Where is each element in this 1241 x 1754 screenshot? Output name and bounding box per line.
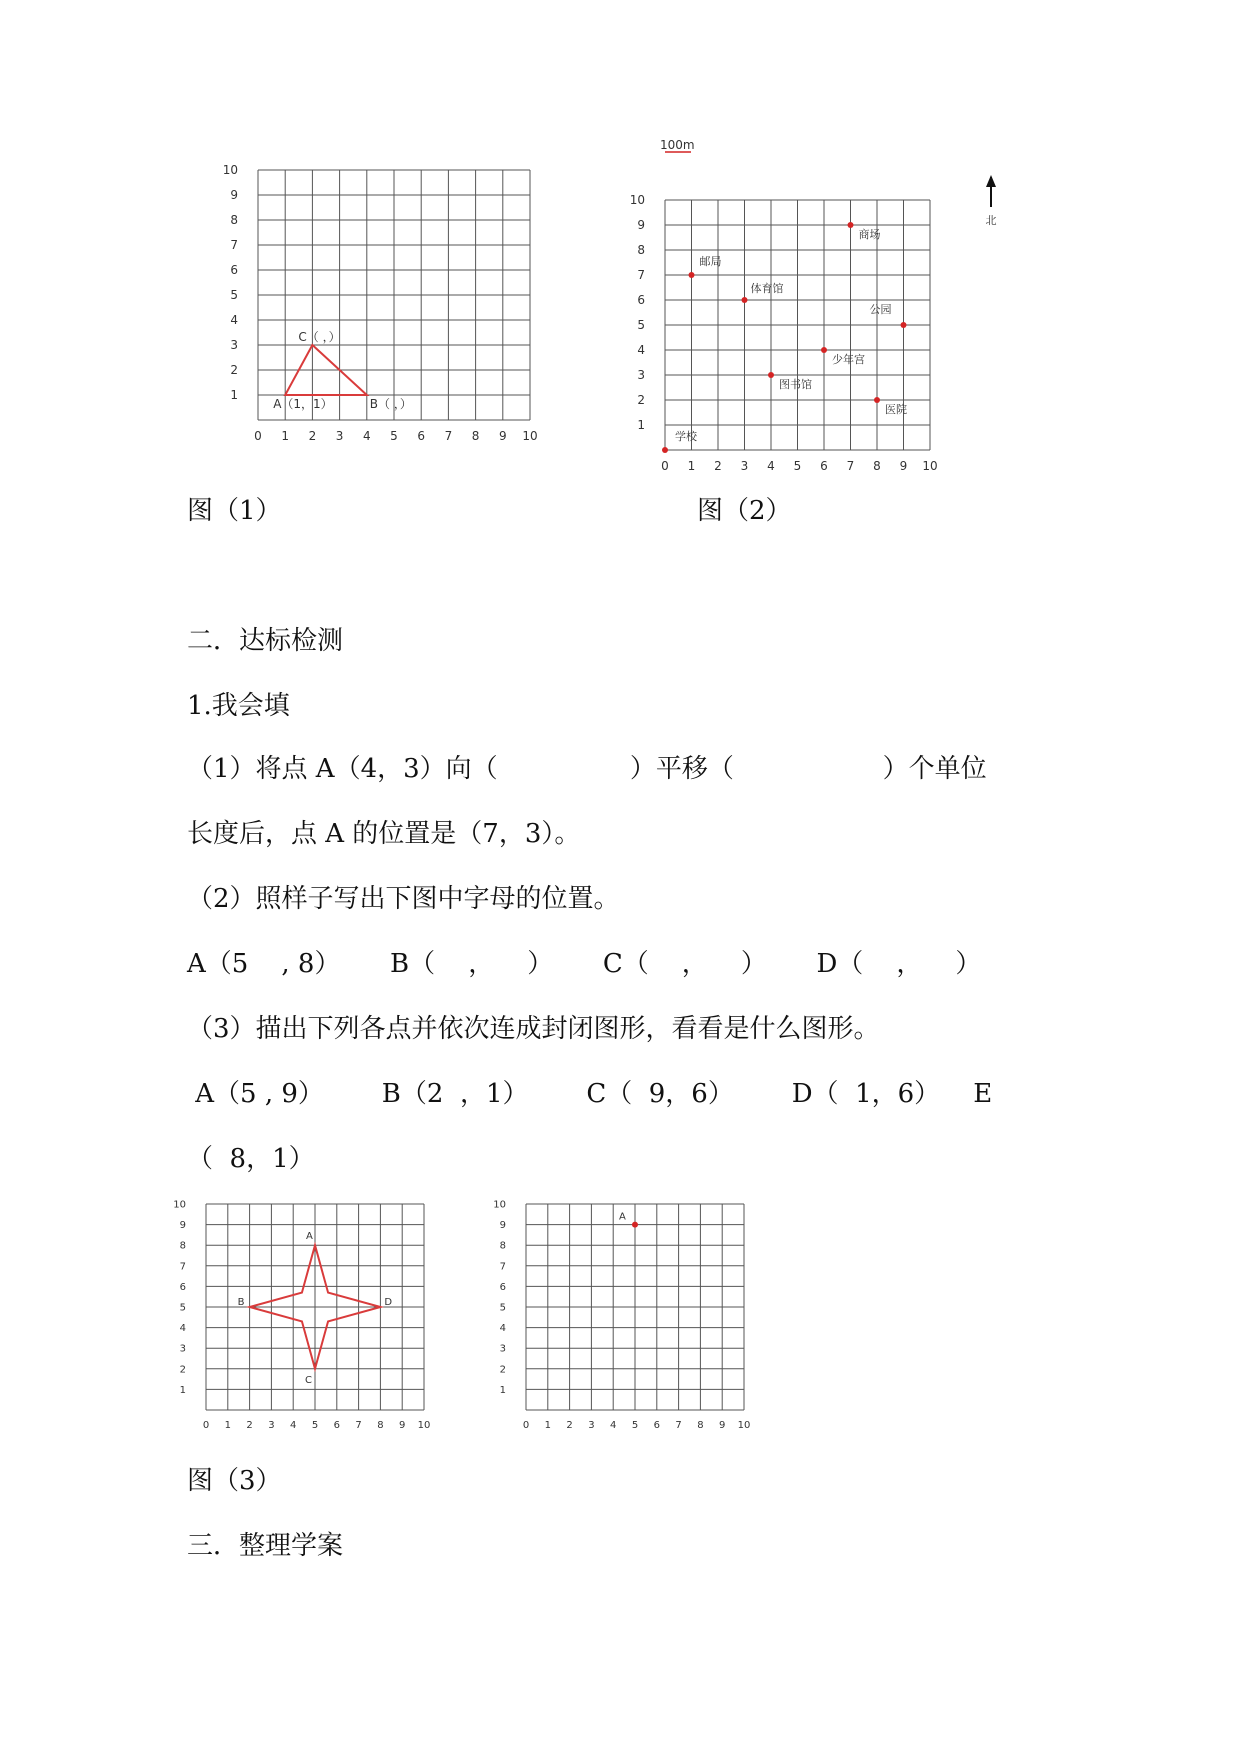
question-1-2-answers: A（5 , 8） B（ ， ） C（ ， ） D（ ， ） [187, 949, 982, 979]
fig3-y-tick-label: 1 [179, 1384, 186, 1396]
section-2-heading: 二．达标检测 [187, 626, 344, 656]
fig2-x-tick-label: 1 [687, 459, 696, 473]
question-1-3-points: A（5 , 9） B（2 ，1） C（ 9，6） D（ 1，6） E [187, 1079, 993, 1109]
fig4-y-tick-label: 9 [499, 1220, 506, 1232]
fig3-y-tick-label: 10 [173, 1199, 186, 1211]
fig3-x-tick-label: 1 [224, 1420, 231, 1431]
question-1-3-points-continued: （ 8，1） [187, 1144, 315, 1174]
figure-3-star-grid [173, 1185, 475, 1450]
north-label: 北 [985, 214, 997, 227]
fig1-y-tick-label: 1 [230, 388, 238, 403]
fig3-x-tick-label: 8 [377, 1420, 384, 1431]
fig1-x-tick-label: 10 [522, 429, 538, 443]
figure-2-map-grid [629, 138, 1030, 475]
fig1-x-tick-label: 4 [362, 429, 371, 443]
fig3-y-tick-label: 9 [179, 1220, 186, 1232]
figure-4-empty-grid [493, 1185, 795, 1450]
fig4-y-tick-label: 7 [499, 1261, 506, 1273]
fig4-x-tick-label: 5 [631, 1420, 639, 1431]
fig1-x-tick-label: 7 [444, 429, 453, 443]
place-label: 商场 [858, 228, 881, 241]
place-point [821, 347, 827, 353]
fig3-x-tick-label: 7 [355, 1420, 362, 1431]
place-label: 体育馆 [750, 282, 784, 295]
fig2-x-tick-label: 7 [846, 459, 855, 473]
fig3-x-tick-label: 0 [202, 1420, 210, 1431]
fig1-y-tick-label: 9 [230, 188, 238, 203]
fig2-y-tick-label: 7 [637, 268, 645, 283]
fig3-y-tick-label: 2 [179, 1364, 186, 1376]
triangle-label-a: A（1，1） [273, 397, 333, 411]
place-point [662, 447, 668, 453]
fig4-x-tick-label: 2 [566, 1420, 573, 1431]
question-1-2-text: （2）照样子写出下图中字母的位置。 [187, 884, 620, 914]
point-a-label: A [619, 1211, 626, 1223]
fig1-y-tick-label: 5 [230, 288, 238, 303]
fig2-x-tick-label: 4 [767, 459, 775, 473]
fig3-y-tick-label: 6 [179, 1281, 186, 1293]
fig2-y-tick-label: 5 [637, 318, 645, 333]
place-label: 少年宫 [832, 353, 865, 366]
fig4-y-tick-label: 8 [499, 1240, 506, 1252]
star-vertex-label: A [306, 1231, 313, 1243]
fig4-y-tick-label: 10 [493, 1199, 506, 1211]
section-3-heading: 三．整理学案 [187, 1531, 344, 1561]
fig4-x-tick-label: 6 [653, 1420, 660, 1431]
fig3-y-tick-label: 7 [179, 1261, 186, 1273]
place-point [689, 272, 695, 278]
fig1-x-tick-label: 9 [498, 429, 507, 443]
fig3-x-tick-label: 5 [311, 1420, 319, 1431]
fig4-x-tick-label: 3 [588, 1420, 595, 1431]
point-a [632, 1222, 638, 1228]
fig1-x-tick-label: 6 [417, 429, 426, 443]
fig2-x-tick-label: 8 [873, 459, 881, 473]
fig3-y-tick-label: 5 [179, 1302, 186, 1314]
figure-2-caption: 图（2） [697, 496, 792, 526]
fig3-x-tick-label: 10 [417, 1420, 431, 1431]
fig1-y-tick-label: 10 [222, 163, 238, 178]
fig2-x-tick-label: 10 [922, 459, 938, 473]
fig2-x-tick-label: 0 [661, 459, 669, 473]
fig2-x-tick-label: 6 [820, 459, 828, 473]
triangle-label-c: C（ ，） [298, 330, 341, 344]
figure-3-caption: 图（3） [187, 1466, 282, 1496]
fig1-y-tick-label: 8 [230, 213, 238, 228]
fig1-x-tick-label: 2 [308, 429, 317, 443]
fig3-y-tick-label: 4 [179, 1323, 186, 1335]
place-point [742, 297, 748, 303]
fig1-y-tick-label: 3 [230, 338, 238, 353]
fig3-x-tick-label: 4 [290, 1420, 297, 1431]
star-vertex-label: C [305, 1374, 312, 1386]
fig4-x-tick-label: 7 [675, 1420, 682, 1431]
triangle-label-b: B（ ，） [369, 397, 412, 411]
place-point [848, 222, 854, 228]
fig1-x-tick-label: 0 [254, 429, 262, 443]
fig1-y-tick-label: 2 [230, 363, 238, 378]
fig4-y-tick-label: 1 [499, 1384, 506, 1396]
fig4-x-tick-label: 4 [610, 1420, 617, 1431]
fig3-x-tick-label: 9 [399, 1420, 406, 1431]
fig4-x-tick-label: 10 [737, 1420, 751, 1431]
fig4-x-tick-label: 1 [544, 1420, 551, 1431]
fig4-x-tick-label: 8 [697, 1420, 704, 1431]
fig2-y-tick-label: 6 [637, 293, 645, 308]
place-point [874, 397, 880, 403]
figure-1-caption: 图（1） [187, 496, 282, 526]
place-label: 公园 [869, 303, 892, 316]
fig4-y-tick-label: 2 [499, 1364, 506, 1376]
star-vertex-label: B [237, 1297, 245, 1308]
fig2-y-tick-label: 8 [637, 243, 645, 258]
fig2-x-tick-label: 2 [714, 459, 722, 473]
place-label: 图书馆 [779, 378, 812, 391]
fig2-y-tick-label: 1 [637, 418, 645, 433]
star-vertex-label: D [384, 1297, 393, 1308]
fig4-y-tick-label: 3 [499, 1343, 506, 1355]
question-1-title: 1.我会填 [187, 691, 290, 721]
place-point [768, 372, 774, 378]
fig2-x-tick-label: 5 [793, 459, 802, 473]
fig4-y-tick-label: 6 [499, 1281, 506, 1293]
fig3-x-tick-label: 6 [333, 1420, 340, 1431]
place-label: 邮局 [699, 255, 722, 268]
figure-1-grid [200, 160, 580, 480]
fig4-x-tick-label: 9 [719, 1420, 726, 1431]
fig2-x-tick-label: 3 [740, 459, 749, 473]
question-1-3-text: （3）描出下列各点并依次连成封闭图形，看看是什么图形。 [187, 1014, 880, 1044]
place-point [901, 322, 907, 328]
fig2-y-tick-label: 9 [637, 218, 645, 233]
fig1-y-tick-label: 4 [230, 313, 238, 328]
fig1-x-tick-label: 8 [471, 429, 480, 443]
fig3-y-tick-label: 8 [179, 1240, 186, 1252]
question-1-1-line-b: 长度后，点 A 的位置是（7，3）。 [187, 819, 581, 849]
question-1-1-line-a: （1）将点 A（4，3）向（ ）平移（ ）个单位 [187, 754, 987, 784]
fig1-x-tick-label: 5 [390, 429, 398, 443]
scale-bar-label: 100m [660, 138, 695, 152]
fig3-y-tick-label: 3 [179, 1343, 186, 1355]
fig4-x-tick-label: 0 [522, 1420, 530, 1431]
fig1-y-tick-label: 6 [230, 263, 238, 278]
fig2-y-tick-label: 3 [637, 368, 645, 383]
fig2-x-tick-label: 9 [899, 459, 908, 473]
fig3-x-tick-label: 2 [246, 1420, 253, 1431]
fig1-x-tick-label: 3 [335, 429, 344, 443]
fig2-y-tick-label: 2 [637, 393, 645, 408]
fig4-y-tick-label: 4 [499, 1323, 506, 1335]
fig3-x-tick-label: 3 [268, 1420, 275, 1431]
fig4-y-tick-label: 5 [499, 1302, 506, 1314]
place-label: 医院 [885, 403, 907, 416]
place-label: 学校 [675, 430, 697, 443]
fig1-y-tick-label: 7 [230, 238, 238, 253]
fig2-y-tick-label: 10 [629, 193, 645, 208]
fig2-y-tick-label: 4 [637, 343, 645, 358]
north-arrow-head [986, 175, 996, 187]
fig1-x-tick-label: 1 [281, 429, 290, 443]
